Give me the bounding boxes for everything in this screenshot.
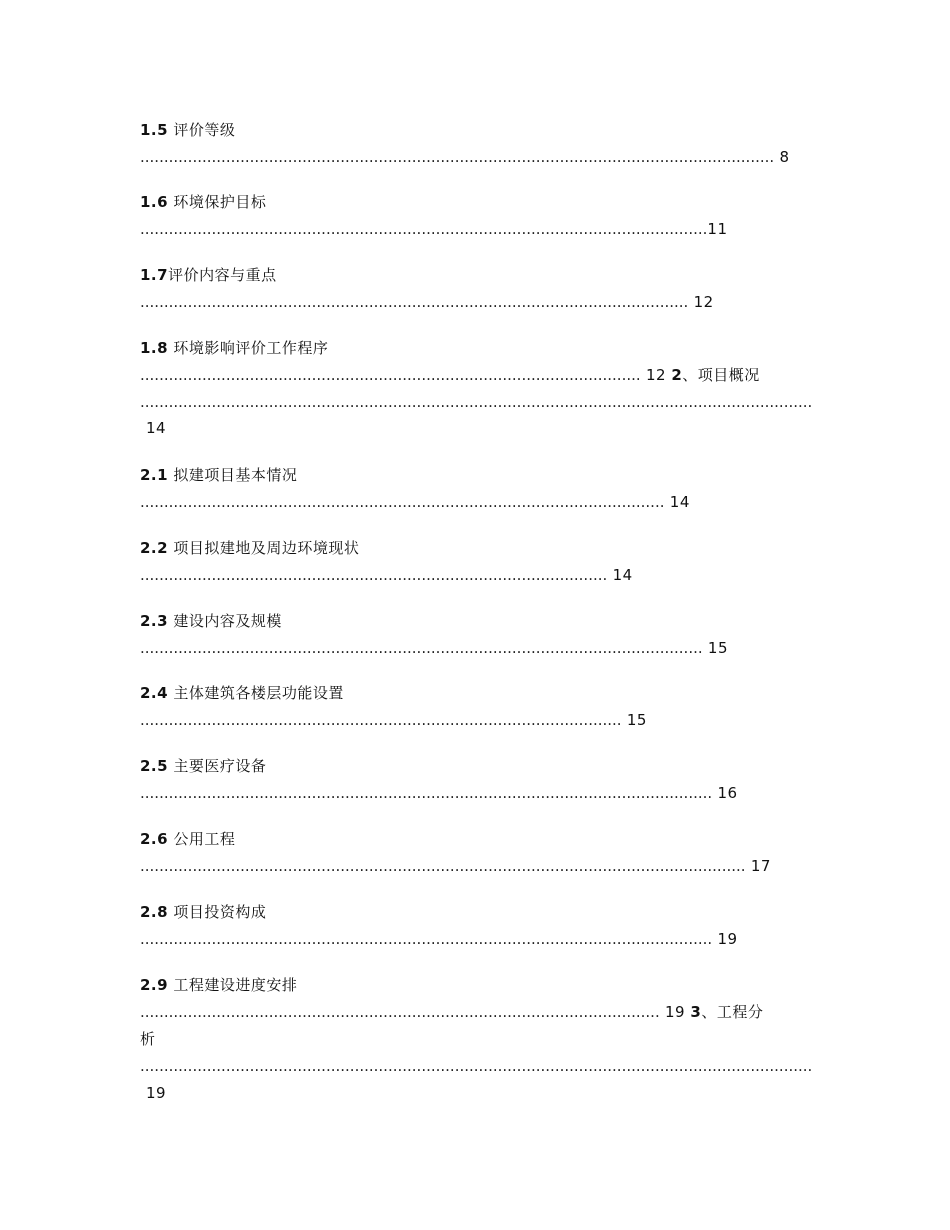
toc-number: 2.9 xyxy=(140,976,169,994)
toc-entry-title xyxy=(140,902,814,922)
toc-leader-line: ........................................................................................................................ 16 xyxy=(140,784,738,802)
toc-title: 主要医疗设备 xyxy=(173,757,267,775)
toc-leader-line: ..................................................................................................... 15 xyxy=(140,711,647,729)
toc-title: 、项目概况 xyxy=(682,366,760,384)
toc-page-line xyxy=(146,418,814,438)
toc-page: 19 xyxy=(665,1003,686,1021)
toc-number: 2.3 xyxy=(140,612,169,630)
toc-leader-line: ............................................................................................................. 19 3、工程分 xyxy=(140,1003,764,1021)
toc-entry-title-continued xyxy=(140,1029,814,1049)
toc-entry-title xyxy=(140,338,814,358)
toc-entry-title xyxy=(140,975,814,995)
toc-entry-title xyxy=(140,829,814,849)
toc-entry-title xyxy=(140,120,814,140)
toc-leader-line: ........................................................................................................................ 19 xyxy=(140,930,738,948)
toc-title: 项目拟建地及周边环境现状 xyxy=(173,539,360,557)
toc-number: 2.1 xyxy=(140,466,169,484)
toc-number: 2.4 xyxy=(140,684,169,702)
toc-title: 项目投资构成 xyxy=(173,903,267,921)
toc-page: 17 xyxy=(750,857,771,875)
toc-number: 2.2 xyxy=(140,539,169,557)
toc-number: 1.8 xyxy=(140,339,169,357)
toc-page: 12 xyxy=(693,293,714,311)
toc-leader-line: .............................................................................................................. 14 xyxy=(140,493,690,511)
toc-entry-title xyxy=(140,265,814,285)
toc-page-line xyxy=(146,1083,814,1103)
toc-leader-line: ................................................................................................................... 12 xyxy=(140,293,714,311)
toc-title: 工程建设进度安排 xyxy=(173,976,298,994)
toc-title: 环境影响评价工作程序 xyxy=(173,339,329,357)
toc-title: 析 xyxy=(140,1030,156,1048)
toc-page: 14 xyxy=(669,493,690,511)
toc-number: 2 xyxy=(671,366,683,384)
toc-leader-line: .................................................................................................. 14 xyxy=(140,566,633,584)
toc-entry-title xyxy=(140,192,814,212)
toc-leader-line: ............................................................................................................................................. xyxy=(140,1057,813,1075)
toc-title: 评价等级 xyxy=(173,121,236,139)
toc-page: 15 xyxy=(707,639,729,657)
toc-number: 3 xyxy=(690,1003,702,1021)
toc-number: 1.7 xyxy=(140,266,169,284)
toc-entry-title xyxy=(140,611,814,631)
toc-number: 1.5 xyxy=(140,121,169,139)
toc-number: 2.6 xyxy=(140,830,169,848)
toc-leader-line: ......................................................................................................... 12 2、项目概况 xyxy=(140,366,760,384)
toc-number: 2.8 xyxy=(140,903,169,921)
toc-page: 19 xyxy=(146,1084,167,1102)
toc-page: 8 xyxy=(779,148,790,166)
toc-page: 16 xyxy=(717,784,738,802)
toc-page: 14 xyxy=(146,419,167,437)
toc-leader-line: ............................................................................................................................................. xyxy=(140,393,813,411)
toc-entry-title xyxy=(140,538,814,558)
toc-leader-line: ...................................................................................................................... 15 xyxy=(140,639,729,657)
toc-title: 环境保护目标 xyxy=(173,193,267,211)
toc-page: 14 xyxy=(612,566,633,584)
toc-title: 、工程分 xyxy=(701,1003,764,1021)
toc-page: 15 xyxy=(626,711,647,729)
toc-title: 建设内容及规模 xyxy=(173,612,282,630)
toc-entry-title xyxy=(140,683,814,703)
toc-leader-line: ..................................................................................................................................... 8 xyxy=(140,148,790,166)
toc-page: 19 xyxy=(717,930,738,948)
toc-page: 12 xyxy=(645,366,667,384)
toc-number: 1.6 xyxy=(140,193,169,211)
toc-page: 11 xyxy=(707,220,728,238)
toc-number: 2.5 xyxy=(140,757,169,775)
toc-title: 主体建筑各楼层功能设置 xyxy=(173,684,344,702)
toc-title: 拟建项目基本情况 xyxy=(173,466,298,484)
toc-title: 公用工程 xyxy=(173,830,236,848)
toc-leader-line: .......................................................................................................................11 xyxy=(140,220,728,238)
toc-entry-title xyxy=(140,465,814,485)
toc-title: 评价内容与重点 xyxy=(168,266,277,284)
toc-entry-title xyxy=(140,756,814,776)
toc-leader-line: ............................................................................................................................... 17 xyxy=(140,857,771,875)
